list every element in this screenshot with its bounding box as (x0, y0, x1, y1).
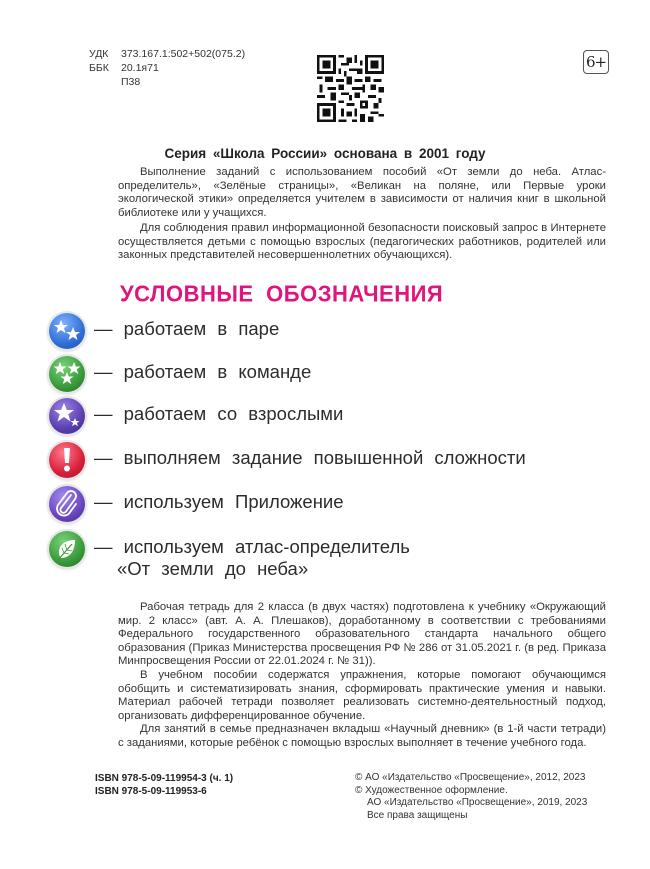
legend-item-atlas (49, 531, 410, 580)
bbk-value: 20.1я71 (121, 62, 159, 74)
udk-label: УДК (89, 48, 109, 60)
intro-paragraph-2 (118, 222, 606, 263)
description-block (118, 601, 606, 751)
legend-item-pair (49, 313, 279, 349)
qr-code[interactable] (317, 55, 384, 122)
legend-text-difficult: — выполняем задание повышенной сложности (94, 447, 526, 468)
legend-text-pair: — работаем в паре (94, 318, 280, 339)
copyright-line-4: Все права защищены (367, 809, 468, 821)
legend-text-team: — работаем в команде (94, 361, 312, 382)
legend-text-atlas-line1: — используем атлас-определитель (94, 536, 410, 557)
description-text-2: В учебном пособии содержатся упражнения, которые помогают обучающимся обобщить и систематизировать знания, сформировать практические умения и навыки. Материал рабочей тетради позволяет реализовать системно-деятельностный подход, организовать дифференцированное обучение. (118, 668, 606, 722)
legend-text-atlas-line2: «От земли до неба» (117, 558, 309, 579)
exclamation-icon (49, 442, 85, 478)
copyright-line-2: © Художественное оформление. (355, 784, 508, 796)
description-text-1: Рабочая тетрадь для 2 класса (в двух частях) подготовлена к учебнику «Окружающий мир. 2 класс» (авт. А. А. Плешаков), доработанному в соответствии с требованиями Федерального государственного образовательного стандарта начального общего образования (Приказ Министерства просвещения РФ № 286 от 31.05.2021 г. (в ред. Приказа Минпросвещения России от 22.01.2024 г. № 31)). (118, 601, 606, 668)
classification-block (89, 47, 245, 89)
legend-item-difficult (49, 442, 526, 478)
two-stars-icon (49, 313, 85, 349)
leaf-icon (49, 531, 85, 567)
udk-row (89, 47, 245, 61)
isbn-block (95, 773, 233, 798)
bbk-row (89, 61, 245, 75)
three-stars-icon (49, 356, 85, 392)
udk-value: 373.167.1:502+502(075.2) (121, 48, 246, 60)
paperclip-icon (49, 486, 85, 522)
legend-text-appendix: — используем Приложение (94, 491, 344, 512)
legend-text-adults: — работаем со взрослыми (94, 403, 344, 424)
legend-item-appendix (49, 486, 344, 522)
age-rating-badge: 6+ (583, 50, 609, 74)
copyright-line-3: АО «Издательство «Просвещение», 2019, 2023 (367, 797, 588, 809)
series-title: Серия «Школа России» основана в 2001 году (164, 146, 486, 161)
intro-text-2: Для соблюдения правил информационной безопасности поисковый запрос в Интернете осуществляется детьми с помощью взрослых (педагогических работников, родителей или законных представителей несовершеннолетних обучающихся). (118, 222, 606, 262)
copyright-line-1: © АО «Издательство «Просвещение», 2012, 2023 (355, 772, 586, 783)
bbk-label: ББК (89, 62, 109, 74)
isbn-set: ISBN 978-5-09-119953-6 (95, 785, 207, 797)
legend-item-adults (49, 398, 343, 434)
author-mark: П38 (121, 76, 141, 88)
intro-paragraph-1 (118, 166, 606, 220)
legend-item-team (49, 356, 311, 392)
legend-title: УСЛОВНЫЕ ОБОЗНАЧЕНИЯ (120, 280, 444, 307)
intro-text-1: Выполнение заданий с использованием пособий «От земли до неба. Атлас-определитель», «Зелёные страницы», «Великан на поляне, или Первые уроки экологической этики» определяется учителем в зависимости от наличия книг в школьной библиотеке или у учащихся. (118, 166, 606, 219)
legend-text-atlas (94, 531, 410, 580)
isbn-part-1: ISBN 978-5-09-119954-3 (ч. 1) (95, 773, 234, 784)
description-text-3: Для занятий в семье предназначен вкладыш «Научный дневник» (в 1-й части тетради) с заданиями, которые ребёнок с помощью взрослых выполняет в течение учебного года. (118, 723, 606, 749)
big-small-star-icon (49, 398, 85, 434)
copyright-block (355, 772, 587, 822)
